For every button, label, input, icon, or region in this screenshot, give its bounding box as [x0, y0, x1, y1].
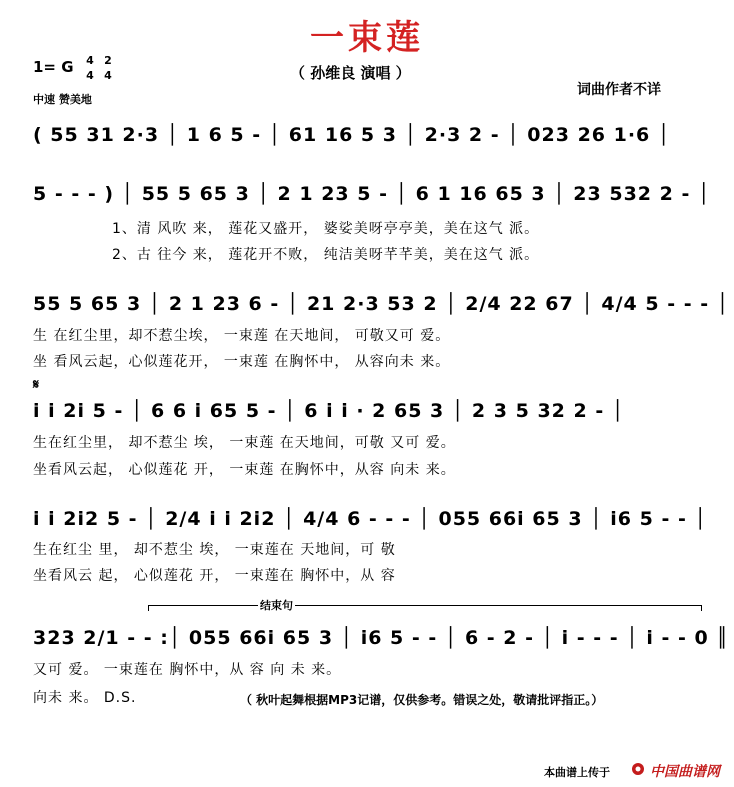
time-sig-1-top: 4 [86, 54, 94, 67]
lyric-row-4-verse-1: 生在红尘里， 却不惹尘 埃， 一束莲 在天地间，可敬 又可 爱。 [33, 435, 456, 451]
ending-bracket-left-tick [148, 605, 149, 611]
ending-label: 结束句 [260, 599, 293, 612]
key-signature: 1= G [33, 58, 74, 76]
tempo-marking: 中速 赞美地 [33, 93, 92, 106]
singer: （ 孙维良 演唱 ） [290, 64, 411, 82]
site-logo-icon [630, 762, 646, 776]
site-name[interactable]: 中国曲谱网 [650, 764, 720, 780]
ending-bracket-line [148, 605, 702, 606]
transcriber-note: （ 秋叶起舞根据MP3记谱，仅供参考。错误之处，敬请批评指正。） [240, 693, 604, 707]
segno-sign: 𝄋 [33, 377, 40, 393]
author-credit: 词曲作者不详 [577, 82, 661, 98]
upload-text: 本曲谱上传于 [544, 766, 610, 779]
lyric-row-3-verse-2: 坐 看风云起，心似莲花开， 一束莲 在胸怀中， 从容向未 来。 [33, 354, 451, 370]
score-row-3: 55 5 65 3 │ 2 1 23 6 - │ 21 2·3 53 2 │ 2/4 22 67 │ 4/4 5 - - - │ [33, 293, 730, 315]
lyric-row-6-verse-1: 又可 爱。 一束莲在 胸怀中，从 容 向 未 来。 [33, 662, 342, 678]
lyric-row-2-verse-2: 2、古 往今 来， 莲花开不败， 纯洁美呀芊芊美，美在这气 派。 [112, 247, 540, 263]
ending-bracket-right-tick [701, 605, 702, 611]
score-row-6: 323 2/1 - - :│ 055 66i 65 3 │ i6 5 - - │ 6 - 2 - │ i - - - │ i - - 0 ║ [33, 627, 729, 649]
lyric-row-2-verse-1: 1、清 风吹 来， 莲花又盛开， 婆娑美呀亭亭美，美在这气 派。 [112, 221, 540, 237]
score-row-5: i i 2i2 5 - │ 2/4 i i 2i2 │ 4/4 6 - - - │ 055 66i 65 3 │ i6 5 - - │ [33, 508, 707, 530]
lyric-row-4-verse-2: 坐看风云起， 心似莲花 开， 一束莲 在胸怀中，从容 向未 来。 [33, 462, 456, 478]
page-title: 一束莲 [310, 18, 424, 58]
score-row-1: ( 55 31 2·3 │ 1 6 5 - │ 61 16 5 3 │ 2·3 2 - │ 023 26 1·6 │ [33, 124, 671, 146]
lyric-row-6-verse-2: 向未 来。 D.S. [33, 690, 137, 706]
time-sig-1-bottom: 4 [86, 69, 94, 82]
time-sig-2-top: 2 [104, 54, 112, 67]
score-row-2: 5 - - - ) │ 55 5 65 3 │ 2 1 23 5 - │ 6 1 16 65 3 │ 23 532 2 - │ [33, 183, 711, 205]
score-row-4: i i 2i 5 - │ 6 6 i 65 5 - │ 6 i i · 2 65 3 │ 2 3 5 32 2 - │ [33, 400, 625, 422]
lyric-row-5-verse-1: 生在红尘 里， 却不惹尘 埃， 一束莲在 天地间，可 敬 [33, 542, 396, 558]
lyric-row-3-verse-1: 生 在红尘里，却不惹尘埃， 一束莲 在天地间， 可敬又可 爱。 [33, 328, 451, 344]
lyric-row-5-verse-2: 坐看风云 起， 心似莲花 开， 一束莲在 胸怀中，从 容 [33, 568, 396, 584]
time-sig-2-bottom: 4 [104, 69, 112, 82]
